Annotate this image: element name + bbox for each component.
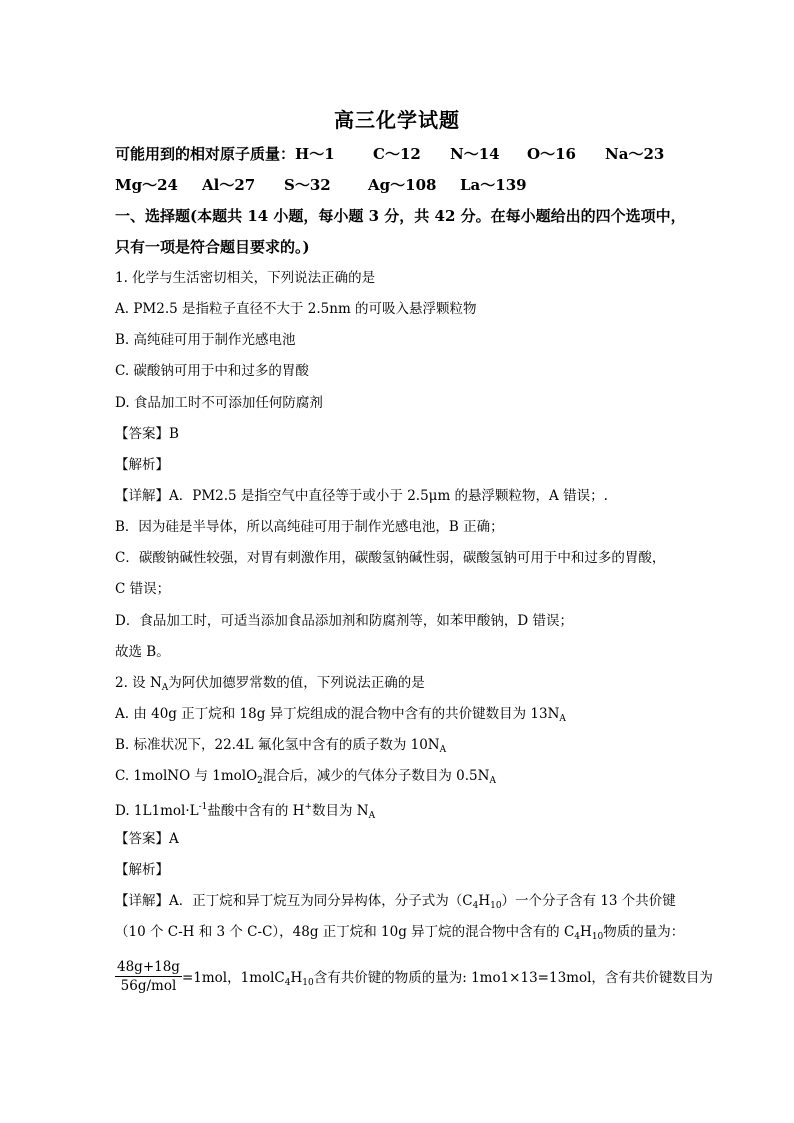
q2-detail-2: （10 个 C-H 和 3 个 C-C），48g 正丁烷和 10g 异丁烷的混合物中含有的 $C_4H_{10}$物质的量为：	[115, 924, 685, 942]
mass-s: S～32	[284, 176, 331, 194]
q1-detail-3: C．碳酸钠碱性较强，对胃有刺激作用，碳酸氢钠碱性弱，碳酸氢钠可用于中和过多的胃酸，	[115, 550, 666, 566]
q2-stem: 2. 设 $N_A$为阿伏加德罗常数的值，下列说法正确的是	[115, 675, 425, 693]
mass-c: C～12	[373, 145, 421, 163]
q2-analysis-label: 【解析】	[115, 862, 169, 878]
q2-option-c: C. 1molNO 与 1molO$_2$混合后，减少的气体分子数目为 $0.5N_A$	[115, 768, 496, 786]
q1-answer: 【答案】B	[115, 426, 179, 442]
q1-detail-1: 【详解】A．PM2.5 是指空气中直径等于或小于 2.5μm 的悬浮颗粒物，A 错误；.	[115, 488, 608, 504]
q2-detail-1: 【详解】A．正丁烷和异丁烷互为同分异构体，分子式为$(C_4H_{10})$一个分子含有 13 个共价键	[115, 893, 676, 911]
mass-al: Al～27	[202, 176, 256, 194]
q2-option-b: B. 标准状况下，22.4L 氟化氢中含有的质子数为 $10N_A$	[115, 737, 447, 755]
mass-mg: Mg～24	[115, 176, 178, 194]
section-heading-line-1: 一、选择题(本题共 14 小题，每小题 3 分，共 42 分。在每小题给出的四个选项中，	[115, 207, 686, 225]
mass-n: N～14	[450, 145, 500, 163]
q2-answer: 【答案】A	[115, 831, 179, 847]
q1-stem: 1. 化学与生活密切相关，下列说法正确的是	[115, 270, 376, 286]
q1-option-c: C. 碳酸钠可用于中和过多的胃酸	[115, 363, 309, 379]
q1-detail-5: D．食品加工时，可适当添加食品添加剂和防腐剂等，如苯甲酸钠，D 错误；	[115, 613, 573, 629]
q2-option-d: D. $1L1mol\cdot L^{-1}$盐酸中含有的 H+数目为 $N_A$	[115, 802, 376, 821]
fraction-numerator: 48g+18g	[117, 959, 180, 975]
mass-h: H～1	[295, 145, 335, 163]
q2-option-a: A. 由 40g 正丁烷和 18g 异丁烷组成的混合物中含有的共价键数目为 $13N_A$	[115, 706, 566, 724]
q1-option-a: A. PM2.5 是指粒子直径不大于 2.5nm 的可吸入悬浮颗粒物	[115, 301, 477, 317]
q1-detail-2: B．因为硅是半导体，所以高纯硅可用于制作光感电池，B 正确；	[115, 519, 504, 535]
fraction-denominator: 56g/mol	[120, 978, 177, 994]
mass-o: O～16	[527, 145, 576, 163]
atomic-mass-label: 可能用到的相对原子质量：	[115, 145, 296, 163]
mass-la: La～139	[460, 176, 527, 194]
atomic-mass-row-2	[115, 176, 527, 194]
fraction	[115, 958, 182, 995]
q1-analysis-label: 【解析】	[115, 457, 169, 473]
section-heading-line-2: 只有一项是符合题目要求的。)	[115, 238, 310, 256]
page-title: 高三化学试题	[334, 108, 460, 132]
q1-detail-6: 故选 B。	[115, 644, 170, 660]
mass-ag: Ag～108	[368, 176, 437, 194]
atomic-mass-row-1	[115, 145, 664, 163]
q1-option-d: D. 食品加工时不可添加任何防腐剂	[115, 395, 323, 411]
q2-detail-3: $\frac{48g+18g}{\text{56g/mol}}$ =1mol，$1molC_4H_{10}$含有共价键的物质的量为: 1mo1×13=13mol，含有共价键数目为	[117, 959, 713, 994]
mass-na: Na～23	[605, 145, 665, 163]
q1-detail-4: C 错误；	[115, 581, 171, 597]
q1-option-b: B. 高纯硅可用于制作光感电池	[115, 332, 296, 348]
